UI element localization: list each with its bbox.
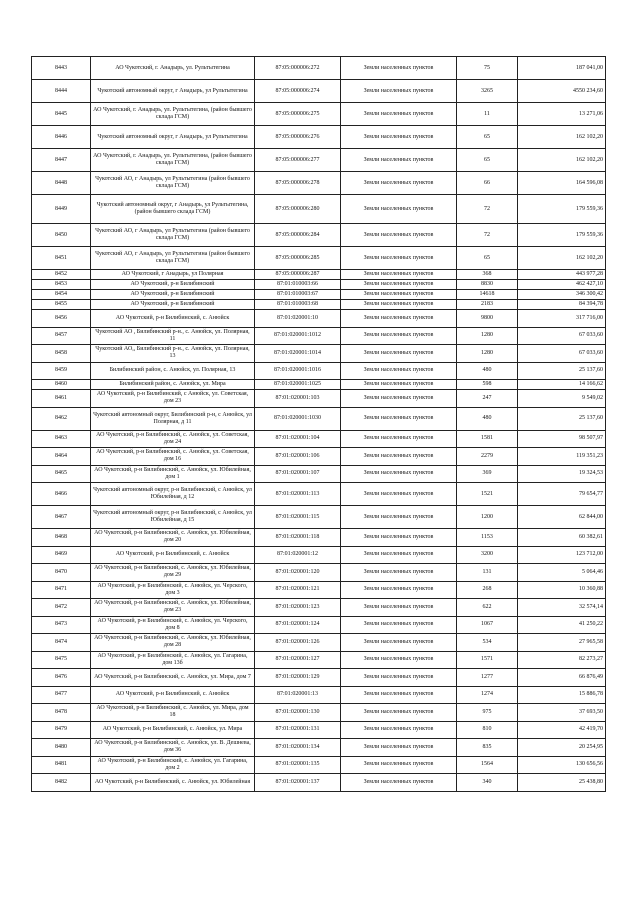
table-row [32, 529, 606, 547]
address-cell: АО Чукотский, г Анадырь, ул Полярная [91, 270, 255, 280]
land-category-cell: Земли населенных пунктов [341, 80, 457, 103]
area-cell: 835 [457, 739, 518, 757]
area-cell: 340 [457, 774, 518, 792]
cadastral-value-cell: 162 102,20 [518, 126, 606, 149]
land-category-cell: Земли населенных пунктов [341, 465, 457, 483]
area-cell: 368 [457, 270, 518, 280]
area-cell: 72 [457, 224, 518, 247]
cadastral-value-cell: 162 102,20 [518, 247, 606, 270]
table-row [32, 599, 606, 617]
land-category-cell: Земли населенных пунктов [341, 739, 457, 757]
area-cell: 480 [457, 407, 518, 430]
land-category-cell: Земли населенных пунктов [341, 634, 457, 652]
cadastral-value-cell: 164 596,08 [518, 172, 606, 195]
address-cell: АО Чукотский, р-н Билибинский [91, 300, 255, 310]
land-category-cell: Земли населенных пунктов [341, 483, 457, 506]
row-number: 8467 [32, 506, 91, 529]
area-cell: 1277 [457, 669, 518, 687]
area-cell: 534 [457, 634, 518, 652]
land-category-cell: Земли населенных пунктов [341, 407, 457, 430]
row-number: 8469 [32, 546, 91, 564]
area-cell: 3200 [457, 546, 518, 564]
land-category-cell: Земли населенных пунктов [341, 195, 457, 224]
row-number: 8444 [32, 80, 91, 103]
area-cell: 1067 [457, 616, 518, 634]
table-row [32, 546, 606, 564]
table-row [32, 430, 606, 448]
row-number: 8479 [32, 721, 91, 739]
address-cell: Билибинский район, с. Анюйск, ул. Полярная, 13 [91, 362, 255, 380]
registry-table-body [32, 57, 606, 792]
land-category-cell: Земли населенных пунктов [341, 270, 457, 280]
address-cell: АО Чукотский, р-н Билибинский, с Анюйск, ул. Советская, дом 23 [91, 390, 255, 408]
area-cell: 131 [457, 564, 518, 582]
land-category-cell: Земли населенных пунктов [341, 390, 457, 408]
address-cell: Чукотский автономный округ, г Анадырь, ул Рультытегина, (район бывшего склада ГСМ) [91, 195, 255, 224]
cadastral-number-cell: 87:05:000006:287 [255, 270, 341, 280]
row-number: 8471 [32, 581, 91, 599]
area-cell: 65 [457, 149, 518, 172]
row-number: 8451 [32, 247, 91, 270]
address-cell: АО Чукотский, р-н Билибинский, с. Анюйск, ул. Юбилейная, дом 20 [91, 529, 255, 547]
address-cell: АО Чукотский, р-н Билибинский, с. Анюйск, ул. Гагарина, дом 13б [91, 651, 255, 669]
cadastral-value-cell: 41 250,22 [518, 616, 606, 634]
address-cell: АО Чукотский, р-н Билибинский, с. Анюйск, ул. Советская, дом 24 [91, 430, 255, 448]
address-cell: АО Чукотский, р-н Билибинский, с. Анюйск, ул. Черского, дом 8 [91, 616, 255, 634]
area-cell: 72 [457, 195, 518, 224]
cadastral-number-cell: 87:01:020001:10 [255, 310, 341, 328]
cadastral-number-cell: 87:01:020001:129 [255, 669, 341, 687]
row-number: 8452 [32, 270, 91, 280]
cadastral-number-cell: 87:05:000006:272 [255, 57, 341, 80]
cadastral-value-cell: 15 886,78 [518, 686, 606, 704]
land-category-cell: Земли населенных пунктов [341, 310, 457, 328]
area-cell: 2183 [457, 300, 518, 310]
cadastral-number-cell: 87:01:020001:115 [255, 506, 341, 529]
area-cell: 11 [457, 103, 518, 126]
area-cell: 65 [457, 247, 518, 270]
area-cell: 975 [457, 704, 518, 722]
row-number: 8476 [32, 669, 91, 687]
area-cell: 1280 [457, 327, 518, 345]
cadastral-value-cell: 162 102,20 [518, 149, 606, 172]
land-category-cell: Земли населенных пунктов [341, 103, 457, 126]
cadastral-number-cell: 87:01:010003:66 [255, 280, 341, 290]
row-number: 8458 [32, 345, 91, 363]
address-cell: Чукотский АО,, Билибинский р-н., с. Анюйск, ул. Полярная, 13 [91, 345, 255, 363]
cadastral-value-cell: 84 394,78 [518, 300, 606, 310]
row-number: 8447 [32, 149, 91, 172]
row-number: 8478 [32, 704, 91, 722]
cadastral-value-cell: 19 324,53 [518, 465, 606, 483]
land-category-cell: Земли населенных пунктов [341, 280, 457, 290]
cadastral-number-cell: 87:01:010003:68 [255, 300, 341, 310]
cadastral-number-cell: 87:01:020001:113 [255, 483, 341, 506]
cadastral-number-cell: 87:01:020001:1016 [255, 362, 341, 380]
area-cell: 247 [457, 390, 518, 408]
cadastral-number-cell: 87:05:000006:274 [255, 80, 341, 103]
cadastral-value-cell: 179 559,36 [518, 224, 606, 247]
table-row [32, 721, 606, 739]
cadastral-number-cell: 87:05:000006:278 [255, 172, 341, 195]
cadastral-value-cell: 32 574,14 [518, 599, 606, 617]
cadastral-number-cell: 87:01:020001:126 [255, 634, 341, 652]
area-cell: 66 [457, 172, 518, 195]
cadastral-value-cell: 27 965,58 [518, 634, 606, 652]
cadastral-number-cell: 87:05:000006:276 [255, 126, 341, 149]
address-cell: АО Чукотский, р-н Билибинский, с. Анюйск, ул. Юбилейная, дом 29 [91, 564, 255, 582]
row-number: 8475 [32, 651, 91, 669]
row-number: 8472 [32, 599, 91, 617]
row-number: 8450 [32, 224, 91, 247]
address-cell: АО Чукотский, р-н Билибинский, с. Анюйск, ул. Юбилейная, дом 28 [91, 634, 255, 652]
cadastral-number-cell: 87:01:020001:1012 [255, 327, 341, 345]
cadastral-number-cell: 87:01:020001:121 [255, 581, 341, 599]
land-category-cell: Земли населенных пунктов [341, 721, 457, 739]
area-cell: 3265 [457, 80, 518, 103]
row-number: 8448 [32, 172, 91, 195]
cadastral-value-cell: 42 419,70 [518, 721, 606, 739]
cadastral-number-cell: 87:01:020001:120 [255, 564, 341, 582]
row-number: 8465 [32, 465, 91, 483]
land-category-cell: Земли населенных пунктов [341, 57, 457, 80]
address-cell: Чукотский АО , Билибинский р-н., с. Анюйск, ул. Полярная, 11 [91, 327, 255, 345]
cadastral-value-cell: 179 559,36 [518, 195, 606, 224]
table-row [32, 126, 606, 149]
table-row [32, 247, 606, 270]
address-cell: АО Чукотский, р-н Билибинский, с. Анюйск [91, 310, 255, 328]
table-row [32, 581, 606, 599]
land-category-cell: Земли населенных пунктов [341, 362, 457, 380]
cadastral-number-cell: 87:01:020001:12 [255, 546, 341, 564]
land-category-cell: Земли населенных пунктов [341, 651, 457, 669]
address-cell: АО Чукотский, р-н Билибинский, с. Анюйск [91, 546, 255, 564]
row-number: 8473 [32, 616, 91, 634]
table-row [32, 290, 606, 300]
cadastral-value-cell: 98 507,97 [518, 430, 606, 448]
cadastral-number-cell: 87:01:020001:1025 [255, 380, 341, 390]
table-row [32, 686, 606, 704]
cadastral-value-cell: 5 064,46 [518, 564, 606, 582]
land-category-cell: Земли населенных пунктов [341, 149, 457, 172]
row-number: 8466 [32, 483, 91, 506]
table-row [32, 224, 606, 247]
land-category-cell: Земли населенных пунктов [341, 506, 457, 529]
land-category-cell: Земли населенных пунктов [341, 529, 457, 547]
land-category-cell: Земли населенных пунктов [341, 172, 457, 195]
address-cell: Чукотский АО, г Анадырь, ул Рультытегина (район бывшего склада ГСМ) [91, 224, 255, 247]
area-cell: 1280 [457, 345, 518, 363]
table-row [32, 448, 606, 466]
address-cell: АО Чукотский, р-н Билибинский, с. Анюйск, ул. Мира, дом 7 [91, 669, 255, 687]
land-category-cell: Земли населенных пунктов [341, 290, 457, 300]
cadastral-number-cell: 87:05:000006:285 [255, 247, 341, 270]
cadastral-value-cell: 66 876,49 [518, 669, 606, 687]
table-row [32, 465, 606, 483]
document-page [31, 56, 605, 792]
area-cell: 622 [457, 599, 518, 617]
row-number: 8449 [32, 195, 91, 224]
land-registry-table [31, 56, 606, 792]
area-cell: 1153 [457, 529, 518, 547]
cadastral-number-cell: 87:05:000006:275 [255, 103, 341, 126]
cadastral-number-cell: 87:05:000006:280 [255, 195, 341, 224]
area-cell: 9800 [457, 310, 518, 328]
address-cell: АО Чукотский, р-н Билибинский, с. Анюйск, ул. Черского, дом 3 [91, 581, 255, 599]
cadastral-number-cell: 87:01:020001:123 [255, 599, 341, 617]
row-number: 8462 [32, 407, 91, 430]
table-row [32, 774, 606, 792]
cadastral-number-cell: 87:01:020001:127 [255, 651, 341, 669]
row-number: 8453 [32, 280, 91, 290]
cadastral-value-cell: 82 273,27 [518, 651, 606, 669]
address-cell: АО Чукотский, р-н Билибинский, с. Анюйск [91, 686, 255, 704]
cadastral-value-cell: 187 041,00 [518, 57, 606, 80]
row-number: 8455 [32, 300, 91, 310]
area-cell: 268 [457, 581, 518, 599]
land-category-cell: Земли населенных пунктов [341, 345, 457, 363]
land-category-cell: Земли населенных пунктов [341, 686, 457, 704]
table-row [32, 669, 606, 687]
address-cell: АО Чукотский, р-н Билибинский [91, 290, 255, 300]
cadastral-number-cell: 87:01:010003:67 [255, 290, 341, 300]
address-cell: Чукотский автономный округ, р-н Билибинский, с Анюйск, ул Юбилейная, д 15 [91, 506, 255, 529]
area-cell: 1581 [457, 430, 518, 448]
table-row [32, 280, 606, 290]
cadastral-number-cell: 87:01:020001:1014 [255, 345, 341, 363]
area-cell: 75 [457, 57, 518, 80]
table-row [32, 483, 606, 506]
address-cell: Чукотский АО, г Анадырь, ул Рультытегина (район бывшего склада ГСМ) [91, 247, 255, 270]
address-cell: АО Чукотский, г. Анадырь, ул. Рультытегина, (район бывшего склада ГСМ) [91, 149, 255, 172]
address-cell: Чукотский АО, г Анадырь, ул Рультытегина (район бывшего склада ГСМ) [91, 172, 255, 195]
area-cell: 1564 [457, 756, 518, 774]
table-row [32, 57, 606, 80]
cadastral-value-cell: 25 137,60 [518, 362, 606, 380]
land-category-cell: Земли населенных пунктов [341, 126, 457, 149]
land-category-cell: Земли населенных пунктов [341, 564, 457, 582]
cadastral-value-cell: 25 438,80 [518, 774, 606, 792]
cadastral-value-cell: 317 716,00 [518, 310, 606, 328]
cadastral-value-cell: 79 654,77 [518, 483, 606, 506]
land-category-cell: Земли населенных пунктов [341, 224, 457, 247]
land-category-cell: Земли населенных пунктов [341, 616, 457, 634]
address-cell: АО Чукотский, р-н Билибинский, с. Анюйск, ул. Юбилейная [91, 774, 255, 792]
table-row [32, 756, 606, 774]
address-cell: Чукотский автономный округ, Билибинский р-н, с Анюйск, ул Полярная, д 11 [91, 407, 255, 430]
land-category-cell: Земли населенных пунктов [341, 581, 457, 599]
address-cell: Чукотский автономный округ, г Анадырь, ул Рультытегина [91, 126, 255, 149]
cadastral-number-cell: 87:01:020001:104 [255, 430, 341, 448]
cadastral-number-cell: 87:05:000006:284 [255, 224, 341, 247]
row-number: 8460 [32, 380, 91, 390]
row-number: 8456 [32, 310, 91, 328]
land-category-cell: Земли населенных пунктов [341, 430, 457, 448]
cadastral-value-cell: 123 712,00 [518, 546, 606, 564]
row-number: 8454 [32, 290, 91, 300]
land-category-cell: Земли населенных пунктов [341, 327, 457, 345]
row-number: 8446 [32, 126, 91, 149]
table-row [32, 634, 606, 652]
cadastral-number-cell: 87:01:020001:134 [255, 739, 341, 757]
address-cell: АО Чукотский, г. Анадырь, ул. Рультытегина, (район бывшего склада ГСМ) [91, 103, 255, 126]
cadastral-number-cell: 87:01:020001:130 [255, 704, 341, 722]
address-cell: АО Чукотский, р-н Билибинский, с. Анюйск, ул. Мира, дом 18 [91, 704, 255, 722]
address-cell: Чукотский автономный округ, р-н Билибинский, с Анюйск, ул Юбилейная, д 12 [91, 483, 255, 506]
table-row [32, 704, 606, 722]
table-row [32, 345, 606, 363]
table-row [32, 362, 606, 380]
land-category-cell: Земли населенных пунктов [341, 448, 457, 466]
cadastral-value-cell: 9 549,02 [518, 390, 606, 408]
land-category-cell: Земли населенных пунктов [341, 774, 457, 792]
address-cell: АО Чукотский, р-н Билибинский, с. Анюйск, ул. Мира [91, 721, 255, 739]
area-cell: 1571 [457, 651, 518, 669]
row-number: 8470 [32, 564, 91, 582]
table-row [32, 564, 606, 582]
table-row [32, 651, 606, 669]
address-cell: Билибинский район, с. Анюйск, ул. Мира [91, 380, 255, 390]
land-category-cell: Земли населенных пунктов [341, 300, 457, 310]
land-category-cell: Земли населенных пунктов [341, 247, 457, 270]
table-row [32, 300, 606, 310]
area-cell: 1521 [457, 483, 518, 506]
row-number: 8443 [32, 57, 91, 80]
area-cell: 65 [457, 126, 518, 149]
address-cell: АО Чукотский, р-н Билибинский [91, 280, 255, 290]
cadastral-number-cell: 87:05:000006:277 [255, 149, 341, 172]
cadastral-number-cell: 87:01:020001:106 [255, 448, 341, 466]
table-row [32, 103, 606, 126]
land-category-cell: Земли населенных пунктов [341, 669, 457, 687]
land-category-cell: Земли населенных пунктов [341, 704, 457, 722]
cadastral-value-cell: 25 137,60 [518, 407, 606, 430]
table-row [32, 149, 606, 172]
table-row [32, 739, 606, 757]
address-cell: АО Чукотский, р-н Билибинский, с. Анюйск, ул. Юбилейная, дом 1 [91, 465, 255, 483]
area-cell: 369 [457, 465, 518, 483]
address-cell: Чукотский автономный округ, г Анадырь, ул Рультытегина [91, 80, 255, 103]
cadastral-number-cell: 87:01:020001:137 [255, 774, 341, 792]
cadastral-value-cell: 13 271,06 [518, 103, 606, 126]
area-cell: 480 [457, 362, 518, 380]
table-row [32, 327, 606, 345]
table-row [32, 80, 606, 103]
cadastral-value-cell: 443 977,28 [518, 270, 606, 280]
cadastral-value-cell: 60 382,61 [518, 529, 606, 547]
cadastral-value-cell: 130 656,56 [518, 756, 606, 774]
address-cell: АО Чукотский, р-н Билибинский, с. Анюйск, ул. Гагарина, дом 2 [91, 756, 255, 774]
row-number: 8480 [32, 739, 91, 757]
table-row [32, 310, 606, 328]
row-number: 8468 [32, 529, 91, 547]
row-number: 8464 [32, 448, 91, 466]
row-number: 8474 [32, 634, 91, 652]
address-cell: АО Чукотский, р-н Билибинский, с. Анюйск, ул. Советская, дом 16 [91, 448, 255, 466]
area-cell: 1200 [457, 506, 518, 529]
cadastral-value-cell: 20 254,95 [518, 739, 606, 757]
area-cell: 810 [457, 721, 518, 739]
area-cell: 598 [457, 380, 518, 390]
row-number: 8463 [32, 430, 91, 448]
cadastral-number-cell: 87:01:020001:118 [255, 529, 341, 547]
cadastral-value-cell: 462 427,10 [518, 280, 606, 290]
row-number: 8482 [32, 774, 91, 792]
cadastral-number-cell: 87:01:020001:124 [255, 616, 341, 634]
cadastral-number-cell: 87:01:020001:107 [255, 465, 341, 483]
cadastral-value-cell: 14 166,62 [518, 380, 606, 390]
area-cell: 14618 [457, 290, 518, 300]
table-row [32, 195, 606, 224]
cadastral-number-cell: 87:01:020001:103 [255, 390, 341, 408]
row-number: 8459 [32, 362, 91, 380]
table-row [32, 380, 606, 390]
land-category-cell: Земли населенных пунктов [341, 756, 457, 774]
row-number: 8457 [32, 327, 91, 345]
cadastral-value-cell: 67 033,60 [518, 345, 606, 363]
table-row [32, 390, 606, 408]
address-cell: АО Чукотский, р-н Билибинский, с. Анюйск, ул. В. Дешнева, дом 36 [91, 739, 255, 757]
table-row [32, 616, 606, 634]
cadastral-value-cell: 10 360,88 [518, 581, 606, 599]
area-cell: 1274 [457, 686, 518, 704]
address-cell: АО Чукотский, г. Анадырь, ул. Рультытегина [91, 57, 255, 80]
address-cell: АО Чукотский, р-н Билибинский, с. Анюйск, ул. Юбилейная, дом 23 [91, 599, 255, 617]
cadastral-value-cell: 67 033,60 [518, 327, 606, 345]
cadastral-number-cell: 87:01:020001:131 [255, 721, 341, 739]
area-cell: 8830 [457, 280, 518, 290]
land-category-cell: Земли населенных пунктов [341, 546, 457, 564]
cadastral-value-cell: 37 693,50 [518, 704, 606, 722]
land-category-cell: Земли населенных пунктов [341, 380, 457, 390]
table-row [32, 407, 606, 430]
table-row [32, 270, 606, 280]
land-category-cell: Земли населенных пунктов [341, 599, 457, 617]
cadastral-number-cell: 87:01:020001:13 [255, 686, 341, 704]
cadastral-number-cell: 87:01:020001:135 [255, 756, 341, 774]
cadastral-value-cell: 119 351,23 [518, 448, 606, 466]
table-row [32, 172, 606, 195]
cadastral-number-cell: 87:01:020001:1030 [255, 407, 341, 430]
row-number: 8477 [32, 686, 91, 704]
row-number: 8461 [32, 390, 91, 408]
table-row [32, 506, 606, 529]
cadastral-value-cell: 4550 234,60 [518, 80, 606, 103]
cadastral-value-cell: 62 844,00 [518, 506, 606, 529]
row-number: 8445 [32, 103, 91, 126]
row-number: 8481 [32, 756, 91, 774]
cadastral-value-cell: 346 300,42 [518, 290, 606, 300]
area-cell: 2279 [457, 448, 518, 466]
